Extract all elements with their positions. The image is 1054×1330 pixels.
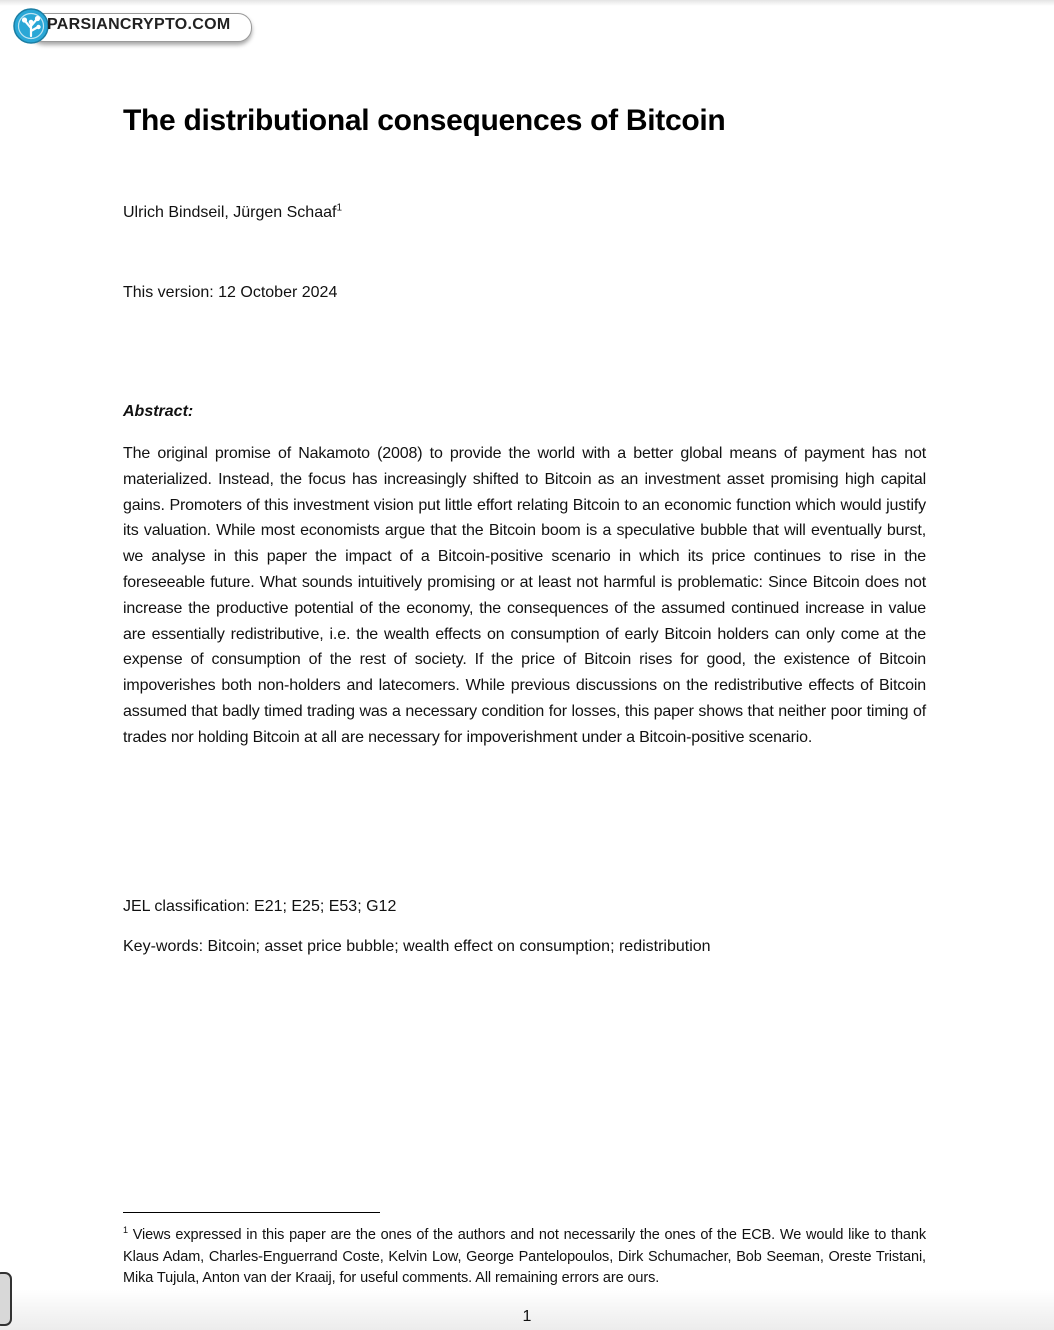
footnote — [123, 1225, 926, 1290]
page-number: 1 — [522, 1308, 532, 1325]
paper-authors — [123, 204, 926, 222]
paper-version: This version: 12 October 2024 — [123, 284, 338, 301]
watermark-text: PARSIANCRYPTO.COM — [47, 16, 231, 33]
author-footnote-marker[interactable]: 1 — [336, 202, 342, 214]
parsiancrypto-logo-icon — [12, 7, 50, 45]
author-names: Ulrich Bindseil, Jürgen Schaaf — [123, 204, 337, 221]
footnote-marker: 1 — [123, 1225, 128, 1236]
page-top-shadow — [0, 0, 1054, 6]
abstract-heading: Abstract: — [123, 403, 194, 420]
footnote-divider — [123, 1212, 380, 1213]
abstract-body: The original promise of Nakamoto (2008) to provide the world with a better global means of payment has not materialized. Instead, the focus has increasingly shifted to Bitcoin as an investment asset promising high capital gains. Promoters of this investment vision put little effort relating Bitcoin to an economic function which would justify its valuation. While most economists argue that the Bitcoin boom is a speculative bubble that will eventually burst, we analyse in this paper the impact of a Bitcoin-positive scenario in which its price continues to rise in the foreseeable future. What sounds intuitively promising or at least not harmful is problematic: Since Bitcoin does not increase the productive potential of the economy, the consequences of the assumed continued increase in value are essentially redistributive, i.e. the wealth effects on consumption of early Bitcoin holders can only come at the expense of consumption of the rest of society. If the price of Bitcoin rises for good, the existence of Bitcoin impoverishes both non-holders and latecomers. While previous discussions on the redistributive effects of Bitcoin assumed that badly timed trading was a necessary condition for losses, this paper shows that neither poor timing of trades nor holding Bitcoin at all are necessary for impoverishment under a Bitcoin-positive scenario. — [123, 445, 926, 746]
sidebar-drag-handle[interactable] — [0, 1272, 12, 1326]
keywords: Key-words: Bitcoin; asset price bubble; wealth effect on consumption; redistribution — [123, 938, 711, 955]
footnote-text: Views expressed in this paper are the ones of the authors and not necessarily the ones of the ECB. We would like to thank Klaus Adam, Charles-Enguerrand Coste, Kelvin Low, George Pantelopoulos, Dirk Schumacher, Bob Seeman, Oreste Tristani, Mika Tujula, Anton van der Kraaij, for useful comments. All remaining errors are ours. — [123, 1227, 926, 1286]
paper-title: The distributional consequences of Bitcoin — [123, 104, 726, 137]
jel-classification: JEL classification: E21; E25; E53; G12 — [123, 898, 397, 915]
